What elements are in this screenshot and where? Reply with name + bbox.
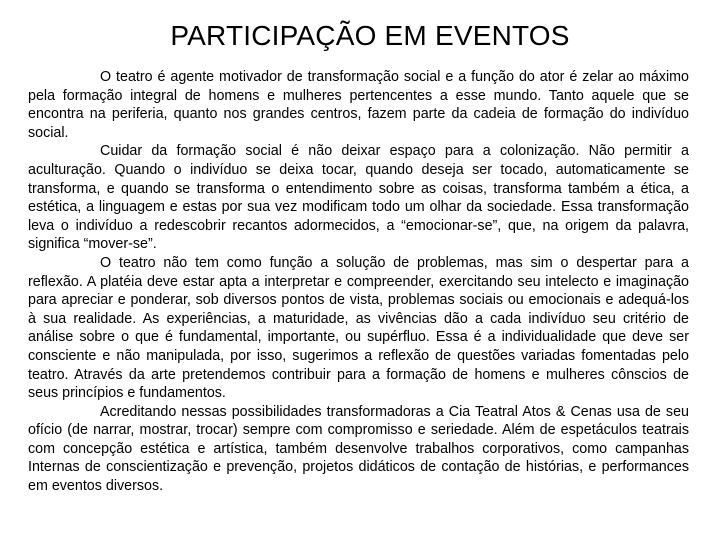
paragraph: O teatro não tem como função a solução de problemas, mas sim o despertar para a reflexão. A platéia deve estar apta a interpretar e compreender, exercitando seu intelecto e imaginação para apreciar e ponderar, sob diversos pontos de vista, problemas sociais ou emocionais e adequá-los à sua realidade. As experiências, a maturidade, as vivências dão a cada indivíduo seu critério de análise sobre o que é fundamental, importante, ou supérfluo. Essa é a individualidade que deve ser consciente e não manipulada, por isso, sugerimos a reflexão de questões variadas fomentadas pelo teatro. Através da arte pretendemos contribuir para a formação de homens e mulheres cônscios de seus princípios e fundamentos. — [28, 254, 689, 402]
paragraph: Acreditando nessas possibilidades transformadoras a Cia Teatral Atos & Cenas usa de seu ofício (de narrar, mostrar, trocar) sempre com compromisso e seriedade. Além de espetáculos teatrais com concepção estética e artística, também desenvolve trabalhos corporativos, como campanhas Internas de conscientização e prevenção, projetos didáticos de contação de histórias, e performances em eventos diversos. — [28, 403, 689, 495]
paragraph: O teatro é agente motivador de transformação social e a função do ator é zelar ao máximo pela formação integral de homens e mulheres pertencentes a esse mundo. Tanto aquele que se encontra na periferia, quanto nos grandes centros, fazem parte da cadeia de formação do indivíduo social. — [28, 69, 689, 141]
paragraph: Cuidar da formação social é não deixar espaço para a colonização. Não permitir a aculturação. Quando o indivíduo se deixa tocar, quando deseja ser tocado, automaticamente se transforma, e quando se transforma o entendimento sobre as coisas, transforma também a ética, a estética, a linguagem e estas por sua vez modificam todo um olhar da sociedade. Essa transformação leva o indivíduo a redescobrir recantos adormecidos, a “emocionar-se”, que, na origem da palavra, significa “mover-se”. — [28, 143, 689, 253]
slide-title: PARTICIPAÇÃO EM EVENTOS — [170, 20, 570, 51]
slide-body — [28, 68, 689, 496]
